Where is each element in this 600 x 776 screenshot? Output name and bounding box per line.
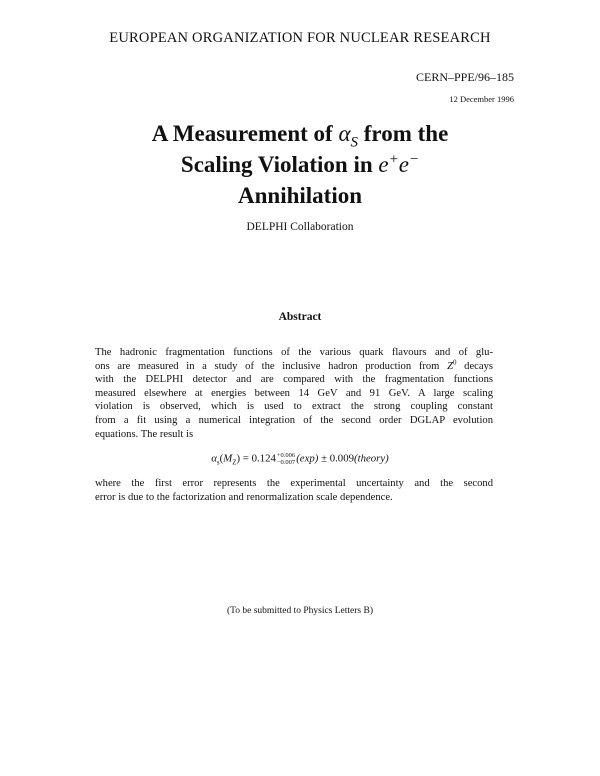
collaboration-name: DELPHI Collaboration <box>246 221 354 233</box>
paper-title <box>0 118 600 211</box>
asymmetric-error: +0.006 −0.007 <box>276 452 296 466</box>
abstract-line: with the DELPHI detector and are compared with the fragmentation functions <box>95 374 493 386</box>
report-date: 12 December 1996 <box>449 94 514 104</box>
abstract-line: violation is observed, which is used to extract the strong coupling constant <box>95 401 493 413</box>
z-boson-symbol: Z <box>447 360 453 372</box>
abstract-line: measured elsewhere at energies between 14 GeV and 91 GeV. A large scaling <box>95 387 493 399</box>
abstract-line: The hadronic fragmentation functions of the various quark flavours and of glu- <box>95 347 493 358</box>
abstract-line: equations. The result is <box>95 428 194 440</box>
alpha-s-symbol: $\alpha_S$ <box>338 121 359 151</box>
abstract-closing <box>95 477 493 504</box>
abstract-line: ons are measured in a study of the inclusive hadron production from $Z^0$ decays <box>95 358 493 372</box>
title-line-1: A Measurement of $\alpha_S$ from the <box>151 121 449 151</box>
ee-symbol: e+e− <box>378 151 420 177</box>
submission-note: (To be submitted to Physics Letters B) <box>226 606 374 616</box>
abstract-text <box>95 346 493 441</box>
organization-header: EUROPEAN ORGANIZATION FOR NUCLEAR RESEARCH <box>109 30 491 46</box>
closing-line: where the first error represents the experimental uncertainty and the second <box>95 478 493 489</box>
title-line-2: Scaling Violation in e+e− <box>180 151 420 177</box>
abstract-line: from a fit using a numerical integration of the second order DGLAP evolution <box>95 414 493 426</box>
report-number: CERN–PPE/96–185 <box>415 70 514 84</box>
result-equation: $\alpha_s(M_Z) = 0.124$ +0.006 −0.007 (exp) ± 0.009(theory) <box>211 452 389 467</box>
closing-line: error is due to the factorization and renormalization scale dependence. <box>95 491 393 503</box>
title-line-3: Annihilation <box>238 183 362 208</box>
abstract-heading: Abstract <box>278 311 322 323</box>
